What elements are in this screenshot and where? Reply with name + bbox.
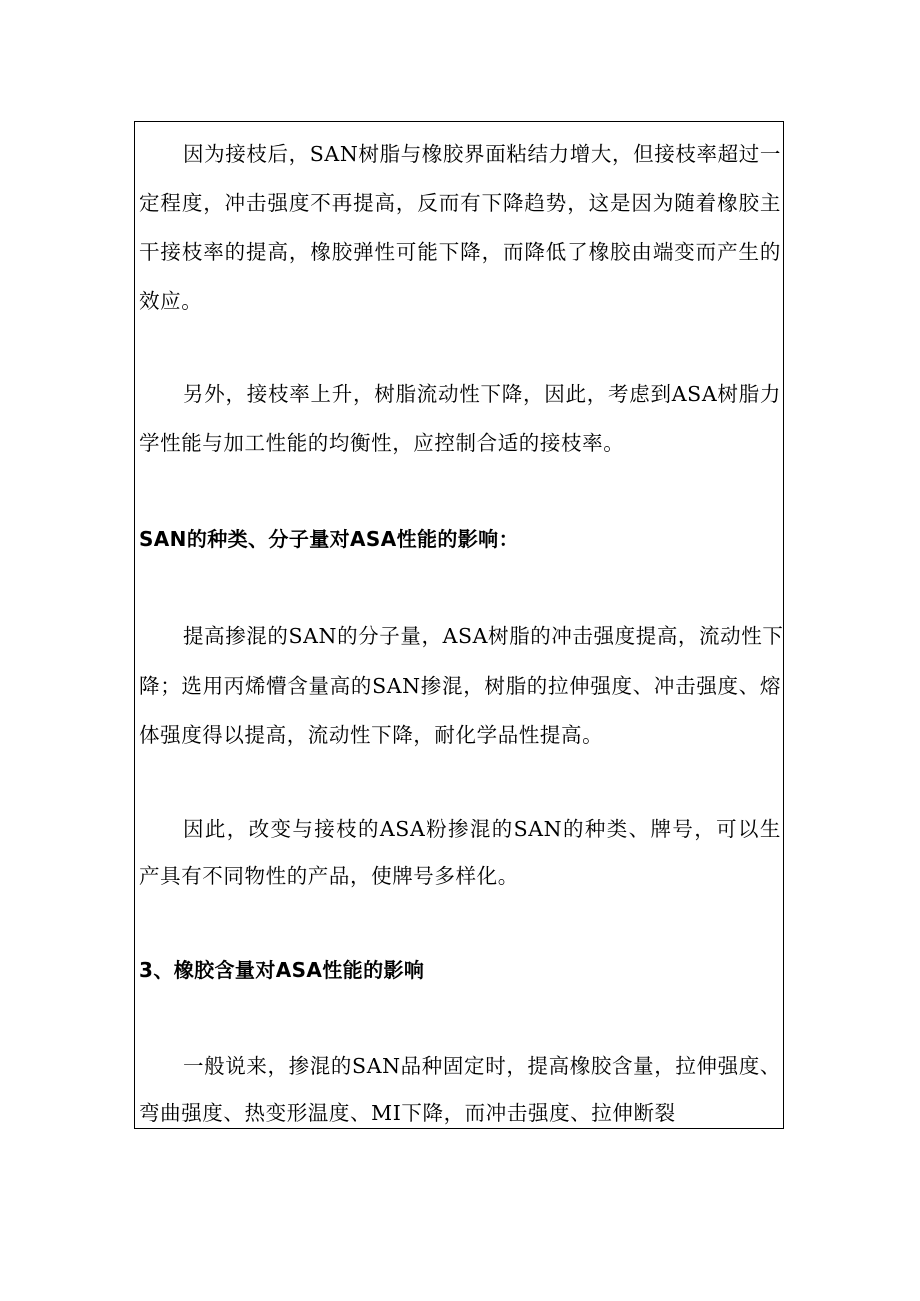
paragraph-5-line-2: 弯曲强度、热变形温度、MI下降，而冲击强度、拉伸断裂 [139, 1101, 676, 1125]
paragraph-4-line-1: 因此，改变与接枝的ASA粉掺混的SAN的种类、牌号，可以生 [183, 817, 781, 841]
paragraph-3-line-3: 体强度得以提高，流动性下降，耐化学品性提高。 [139, 723, 604, 747]
paragraph-1-line-1: 因为接枝后，SAN树脂与橡胶界面粘结力增大，但接枝率超过一 [183, 142, 781, 166]
paragraph-1-line-3: 干接枝率的提高，橡胶弹性可能下降，而降低了橡胶由端变而产生的 [139, 240, 781, 264]
paragraph-2-line-2: 学性能与加工性能的均衡性，应控制合适的接枝率。 [139, 431, 625, 455]
paragraph-4-line-2: 产具有不同物性的产品，使牌号多样化。 [139, 864, 519, 888]
paragraph-3-line-1: 提高掺混的SAN的分子量，ASA树脂的冲击强度提高，流动性下 [183, 624, 784, 648]
paragraph-5-line-1: 一般说来，掺混的SAN品种固定时，提高橡胶含量，拉伸强度、 [183, 1054, 781, 1078]
paragraph-1-line-2: 定程度，冲击强度不再提高，反而有下降趋势，这是因为随着橡胶主 [139, 191, 781, 215]
paragraph-3-line-2: 降；选用丙烯懵含量高的SAN掺混，树脂的拉伸强度、冲击强度、熔 [139, 674, 781, 698]
section-heading-rubber-content: 3、橡胶含量对ASA性能的影响 [139, 958, 425, 982]
section-heading-san: SAN的种类、分子量对ASA性能的影响： [139, 527, 519, 551]
paragraph-1-line-4: 效应。 [139, 289, 203, 313]
paragraph-2-line-1: 另外，接枝率上升，树脂流动性下降，因此，考虑到ASA树脂力 [183, 382, 781, 406]
